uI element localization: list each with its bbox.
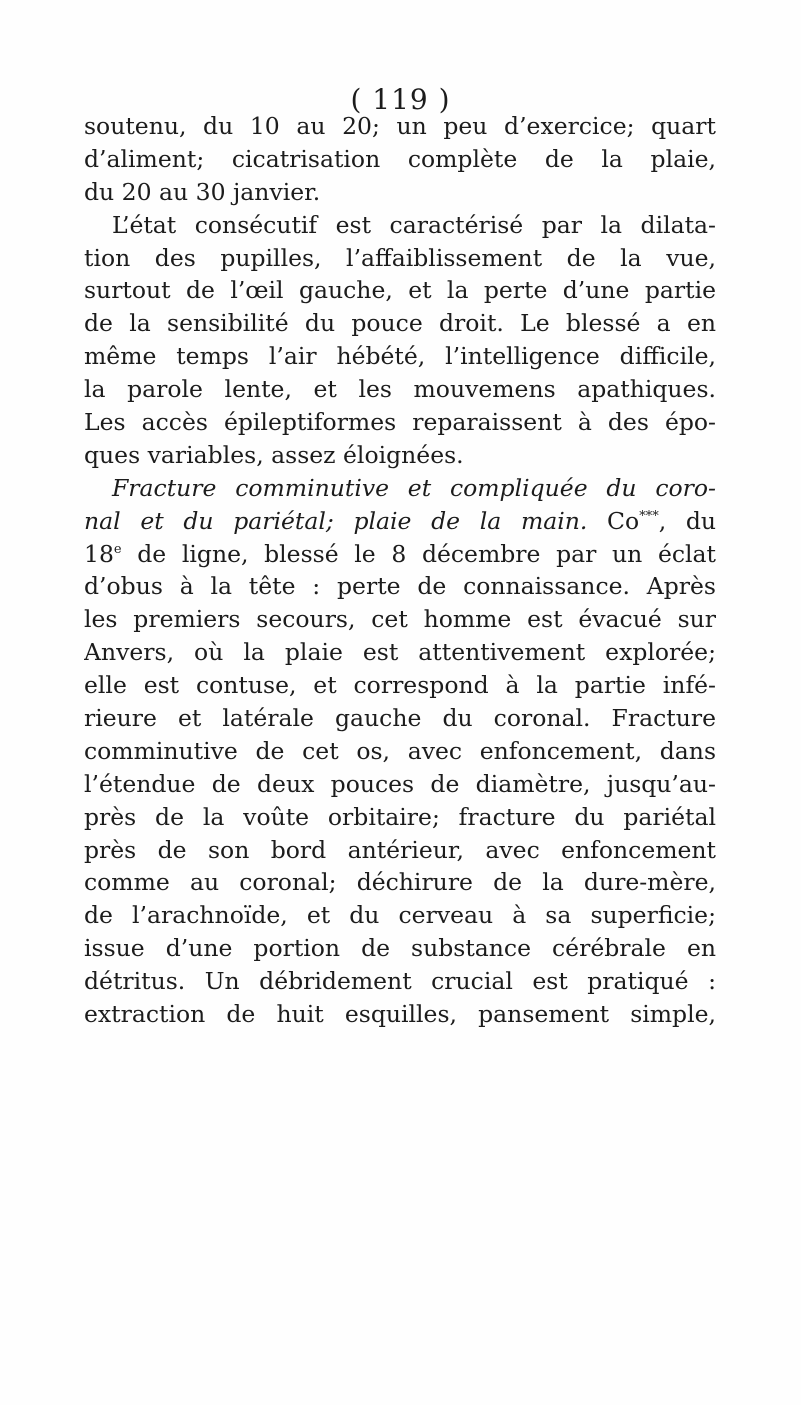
text-line: rieure et latérale gauche du coronal. Fracture xyxy=(84,704,716,733)
text-line: près de la voûte orbitaire; fracture du pariétal xyxy=(84,802,716,831)
text-line: de la sensibilité du pouce droit. Le blessé a en xyxy=(84,309,716,338)
text-line: L’état consécutif est caractérisé par la dilata- xyxy=(112,210,716,239)
text-line: Les accès épileptiformes reparaissent à des épo- xyxy=(84,408,716,437)
text-line: elle est contuse, et correspond à la partie infé- xyxy=(84,671,716,700)
text-span: Co xyxy=(587,506,640,535)
text-line: du 20 au 30 janvier. xyxy=(84,177,321,206)
text-line xyxy=(84,505,716,538)
text-line: près de son bord antérieur, avec enfoncement xyxy=(84,835,716,864)
page-number: ( 119 ) xyxy=(350,83,451,116)
text-line: Anvers, où la plaie est attentivement explorée; xyxy=(84,638,716,667)
superscript: *** xyxy=(639,508,659,524)
text-line: ques variables, assez éloignées. xyxy=(84,440,464,469)
text-line: de l’arachnoïde, et du cerveau à sa superficie; xyxy=(84,901,716,930)
text-span: 18 xyxy=(84,539,114,568)
text-line: même temps l’air hébété, l’intelligence difficile, xyxy=(84,342,716,371)
text-line: détritus. Un débridement crucial est pratiqué : xyxy=(84,967,716,996)
text-line: les premiers secours, cet homme est évacué sur xyxy=(84,605,716,634)
text-line: extraction de huit esquilles, pansement simple, xyxy=(84,1000,716,1029)
text-line: surtout de l’œil gauche, et la perte d’une partie xyxy=(84,276,716,305)
text-line: d’obus à la tête : perte de connaissance. Après xyxy=(84,572,716,601)
text-line: tion des pupilles, l’affaiblissement de la vue, xyxy=(84,243,716,272)
text-line: comminutive de cet os, avec enfoncement, dans xyxy=(84,736,716,765)
text-span: , du xyxy=(658,506,716,535)
text-line: la parole lente, et les mouvemens apathiques. xyxy=(84,375,716,404)
text-span: nal et du pariétal; plaie de la main. xyxy=(84,506,588,535)
text-line: issue d’une portion de substance cérébrale en xyxy=(84,934,716,963)
text-line: comme au coronal; déchirure de la dure-mère, xyxy=(84,868,716,897)
text-line: soutenu, du 10 au 20; un peu d’exercice; quart xyxy=(84,112,716,140)
text-line: d’aliment; cicatrisation complète de la plaie, xyxy=(84,144,716,173)
superscript: e xyxy=(113,541,122,557)
text-span: de ligne, blessé le 8 décembre par un éclat xyxy=(121,539,716,568)
text-line: Fracture comminutive et compliquée du coro- xyxy=(112,473,716,502)
text-line: l’étendue de deux pouces de diamètre, jusqu’au- xyxy=(84,769,716,798)
body-text xyxy=(84,110,716,1031)
text-line xyxy=(84,538,716,571)
